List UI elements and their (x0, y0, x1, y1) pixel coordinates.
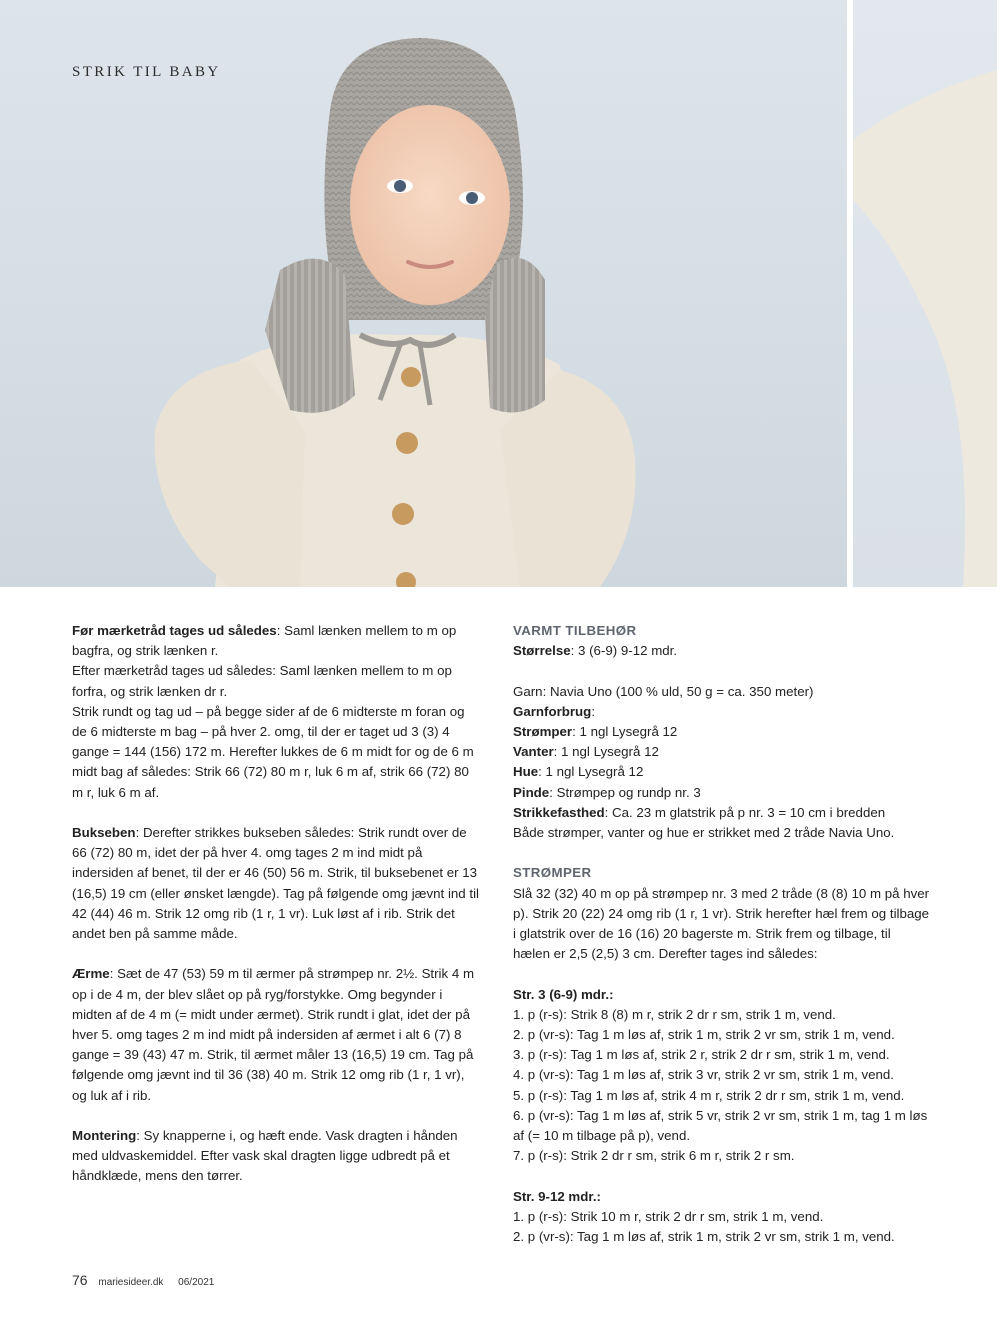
body-text: : (591, 703, 596, 719)
sweater-sleeve-illustration (853, 0, 997, 587)
socks-intro: Slå 32 (32) 40 m op på strømpep nr. 3 med 2 tråde (8 (8) 10 m på hver p). Strik 20 (22) 24 omg rib (1 r, 1 vr). Strik herefter hæl frem og tilbage i glatstrik over de 16 (16) 20 bagerste m. Strik frem og tilbage, til hælen er 2,5 (2,5) 3 cm. Derefter tages ind således: (513, 885, 930, 962)
run-in-heading: Strømper (513, 724, 573, 739)
side-photo (853, 0, 997, 587)
run-in-heading: Pinde (513, 784, 550, 800)
instruction-row: 1. p (r-s): Strik 8 (8) m r, strik 2 dr r sm, strik 1 m, vend. (513, 1006, 836, 1022)
instruction-row: 2. p (vr-s): Tag 1 m løs af, strik 1 m, strik 2 vr sm, strik 1 m, vend. (513, 1229, 895, 1245)
materials-line (513, 722, 931, 742)
body-text: Strik rundt og tag ud – på begge sider af de 6 midterste m foran og de 6 midterste m bag – på hver 2. omg, til der er taget ud 3 (3) 4 gange = 144 (156) 172 m. Herefter lukkes de 6 m midt for og de 6 m midt bag af således: Strik 66 (72) 80 m r, luk 6 m af, strik 66 (72) 80 m r, luk 6 m af. (72, 703, 474, 800)
run-in-heading: Størrelse (513, 643, 571, 659)
montering-block (72, 1126, 480, 1187)
size-label (513, 1187, 931, 1207)
section-heading: VARMT TILBEHØR (513, 623, 637, 638)
socks-block (513, 863, 931, 964)
body-text: Efter mærketråd tages ud således: Saml lænken mellem to m op forfra, og strik lænken dr r. (72, 663, 452, 699)
instruction-row: 2. p (vr-s): Tag 1 m løs af, strik 1 m, strik 2 vr sm, strik 1 m, vend. (513, 1027, 895, 1043)
site-name: mariesideer.dk (98, 1277, 164, 1288)
page-footer (72, 1272, 214, 1288)
run-in-heading: Ærme (72, 966, 110, 982)
instruction-row: 1. p (r-s): Strik 10 m r, strik 2 dr r sm, strik 1 m, vend. (513, 1208, 824, 1224)
body-text: : Sæt de 47 (53) 59 m til ærmer på strømpep nr. 2½. Strik 4 m op i de 4 m, der blev slået op på ryg/forstykke. Omg begynder i midten af de 4 m (= midt under ærmet). Strik rundt i glat, idet der på hver 5. omg tages 2 m ind midt på indersiden af ærmet i alt 6 (7) 8 gange = 39 (43) 47 m. Strik, til ærmet måler 13 (16,5) 19 cm. Tag på følgende omg jævnt ind til 36 (38) 40 m. Strik 12 omg rib (1 r, 1 vr), og luk af i rib. (72, 966, 475, 1103)
decrease-block (72, 621, 480, 803)
body-text: : Saml lænken mellem to m op bagfra, og strik lænken r. (72, 623, 457, 659)
materials-line (513, 783, 931, 803)
body-text: : 3 (6-9) 9-12 mdr. (570, 643, 678, 659)
body-text: Både strømper, vanter og hue er strikket med 2 tråde Navia Uno. (513, 825, 895, 841)
body-text: : Derefter strikkes bukseben således: Strik rundt over de 66 (72) 80 m, idet der på hver 4. omg tages 2 m ind midt på indersiden af benet, til der er 46 (50) 56 m. Strik, til buksebenet er 13 (16,5) 19 cm (eller ønsket længde). Tag på følgende omg jævnt ind til 42 (44) 46 m. Strik 12 omg rib (1 r, 1 vr). Luk løst af i rib. Strik det andet ben på samme måde. (72, 825, 479, 942)
run-in-heading: Bukseben (72, 825, 136, 841)
body-text: : Ca. 23 m glatstrik på p nr. 3 = 10 cm i bredden (604, 804, 886, 820)
section-kicker: STRIK TIL BABY (72, 64, 221, 80)
bukseben-block (72, 823, 480, 944)
baby-photo-illustration (0, 0, 847, 587)
run-in-heading: Vanter (513, 744, 554, 760)
paragraph (72, 621, 480, 661)
instruction-row: 6. p (vr-s): Tag 1 m løs af, strik 5 vr, strik 2 vr sm, strik 1 m, tag 1 m løs af (= 10 m tilbage på p), vend. (513, 1107, 928, 1144)
body-text: : Sy knapperne i, og hæft ende. Vask dragten i hånden med uldvaskemiddel. Efter vask skal dragten ligge udbredt på et håndklæde, mens den tørrer. (72, 1128, 458, 1184)
run-in-heading: Hue (513, 764, 539, 780)
body-text: : Navia Uno (100 % uld, 50 g = ca. 350 meter) (542, 683, 814, 699)
run-in-heading: Montering (72, 1128, 137, 1144)
materials-line (513, 702, 931, 722)
instruction-row: 4. p (vr-s): Tag 1 m løs af, strik 3 vr, strik 2 vr sm, strik 1 m, vend. (513, 1067, 894, 1083)
size-label (513, 985, 931, 1005)
materials-block (513, 682, 931, 844)
aerme-block (72, 964, 480, 1105)
issue-number: 06/2021 (178, 1277, 215, 1288)
size-line (513, 641, 931, 661)
body-text: : Strømpep og rundp nr. 3 (549, 784, 701, 800)
paragraph (72, 661, 480, 701)
run-in-heading: Str. 3 (6-9) mdr.: (513, 986, 614, 1002)
run-in-heading: Garnforbrug (513, 703, 592, 719)
materials-line (513, 803, 931, 823)
body-text: : 1 ngl Lysegrå 12 (572, 724, 678, 739)
accessories-block (513, 621, 931, 661)
run-in-heading: Str. 9-12 mdr.: (513, 1188, 601, 1204)
run-in-heading: Før mærketråd tages ud således (72, 623, 277, 638)
pattern-right-column (513, 621, 931, 1247)
label-text: Garn (513, 683, 543, 699)
materials-line (513, 682, 931, 702)
body-text: : 1 ngl Lysegrå 12 (553, 744, 659, 760)
paragraph (72, 702, 480, 803)
paragraph (72, 823, 480, 944)
paragraph (72, 1126, 480, 1187)
section-heading: STRØMPER (513, 865, 592, 881)
body-text: : 1 ngl Lysegrå 12 (538, 764, 644, 780)
paragraph (72, 964, 480, 1105)
main-photo (0, 0, 847, 587)
size-a-block (513, 985, 931, 1167)
size-b-block (513, 1187, 931, 1248)
materials-line (513, 762, 931, 782)
instruction-row: 3. p (r-s): Tag 1 m løs af, strik 2 r, strik 2 dr r sm, strik 1 m, vend. (513, 1047, 890, 1063)
page-number: 76 (72, 1272, 88, 1288)
instruction-row: 5. p (r-s): Tag 1 m løs af, strik 4 m r, strik 2 dr r sm, strik 1 m, vend. (513, 1087, 905, 1103)
run-in-heading: Strikkefasthed (513, 804, 605, 820)
materials-line (513, 823, 931, 843)
pattern-left-column (72, 621, 480, 1187)
materials-line (513, 742, 931, 762)
instruction-row: 7. p (r-s): Strik 2 dr r sm, strik 6 m r, strik 2 r sm. (513, 1148, 795, 1164)
